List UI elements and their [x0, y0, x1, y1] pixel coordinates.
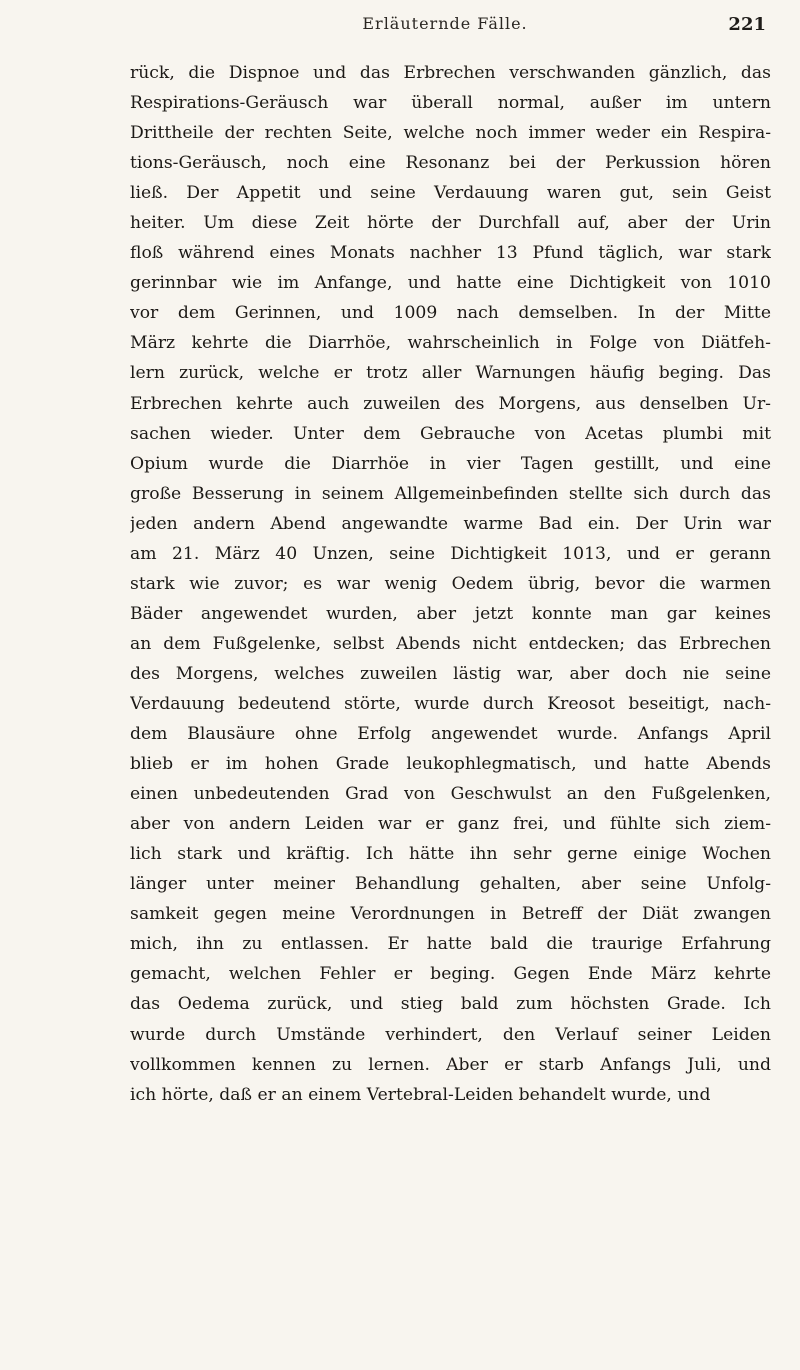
text-line: floß während eines Monats nachher 13 Pfund täglich, war stark [130, 243, 771, 264]
text-line: jeden andern Abend angewandte warme Bad ein. Der Urin war [130, 513, 771, 534]
text-line: Drittheile der rechten Seite, welche noch immer weder ein Respira- [130, 123, 771, 144]
text-line: ich hörte, daß er an einem Vertebral-Leiden behandelt wurde, und [130, 1084, 711, 1105]
text-line: aber von andern Leiden war er ganz frei, und fühlte sich ziem- [130, 814, 771, 835]
text-line: lern zurück, welche er trotz aller Warnungen häufig beging. Das [130, 363, 771, 384]
text-line: des Morgens, welches zuweilen lästig war, aber doch nie seine [130, 663, 771, 684]
text-line: vollkommen kennen zu lernen. Aber er starb Anfangs Juli, und [130, 1054, 771, 1075]
text-line: Verdauung bedeutend störte, wurde durch Kreosot beseitigt, nach- [130, 693, 771, 714]
text-line: rück, die Dispnoe und das Erbrechen verschwanden gänzlich, das [130, 63, 771, 83]
text-line: lich stark und kräftig. Ich hätte ihn sehr gerne einige Wochen [130, 844, 771, 865]
text-line: Bäder angewendet wurden, aber jetzt konnte man gar keines [130, 603, 771, 624]
text-line: März kehrte die Diarrhöe, wahrscheinlich in Folge von Diätfeh- [130, 333, 771, 354]
text-line: tions-Geräusch, noch eine Resonanz bei der Perkussion hören [130, 153, 771, 174]
text-line: vor dem Gerinnen, und 1009 nach demselben. In der Mitte [130, 303, 771, 324]
text-line: einen unbedeutenden Grad von Geschwulst an den Fußgelenken, [130, 784, 771, 805]
text-line: dem Blausäure ohne Erfolg angewendet wurde. Anfangs April [130, 724, 771, 745]
page-number: 221 [728, 14, 766, 35]
text-line: gemacht, welchen Fehler er beging. Gegen Ende März kehrte [130, 964, 771, 985]
text-line: heiter. Um diese Zeit hörte der Durchfall auf, aber der Urin [130, 213, 771, 234]
text-line: Respirations-Geräusch war überall normal, außer im untern [130, 93, 771, 114]
text-line: große Besserung in seinem Allgemeinbefinden stellte sich durch das [130, 483, 771, 504]
text-line: blieb er im hohen Grade leukophlegmatisch, und hatte Abends [130, 754, 771, 775]
text-line: Opium wurde die Diarrhöe in vier Tagen gestillt, und eine [130, 453, 771, 474]
text-line: sachen wieder. Unter dem Gebrauche von Acetas plumbi mit [130, 423, 771, 444]
body-text [130, 58, 771, 1110]
text-line: wurde durch Umstände verhindert, den Verlauf seiner Leiden [130, 1024, 771, 1045]
text-line: am 21. März 40 Unzen, seine Dichtigkeit 1013, und er gerann [130, 543, 771, 564]
text-line: das Oedema zurück, und stieg bald zum höchsten Grade. Ich [130, 994, 771, 1015]
text-line: ließ. Der Appetit und seine Verdauung waren gut, sein Geist [130, 183, 771, 204]
text-line: samkeit gegen meine Verordnungen in Betreff der Diät zwangen [130, 904, 771, 925]
text-line: mich, ihn zu entlassen. Er hatte bald die traurige Erfahrung [130, 934, 771, 955]
text-line: stark wie zuvor; es war wenig Oedem übrig, bevor die warmen [130, 573, 771, 594]
page-header [120, 14, 770, 44]
text-line: länger unter meiner Behandlung gehalten, aber seine Unfolg- [130, 874, 771, 895]
text-line: Erbrechen kehrte auch zuweilen des Morgens, aus denselben Ur- [130, 393, 771, 414]
text-line: gerinnbar wie im Anfange, und hatte eine Dichtigkeit von 1010 [130, 273, 771, 294]
text-line: an dem Fußgelenke, selbst Abends nicht entdecken; das Erbrechen [130, 633, 771, 654]
running-head: Erläuternde Fälle. [362, 14, 528, 33]
